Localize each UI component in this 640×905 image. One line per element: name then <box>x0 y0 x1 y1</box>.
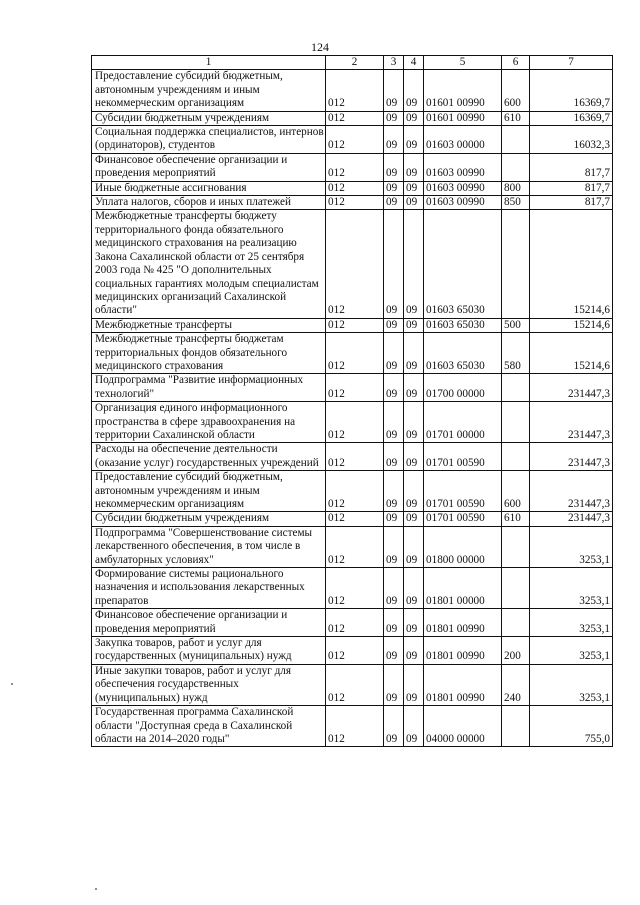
row-name-cell: Межбюджетные трансферты бюджету территориального фонда обязательного медицинского страхования на реализацию Закона Сахалинской области от 25 сентября 2003 года № 425 "О дополнительных социальных гарантиях молодым специалистам медицинских организаций Сахалинской области" <box>92 210 326 318</box>
expense-type-cell <box>502 402 530 443</box>
admin-code-cell: 012 <box>326 402 384 443</box>
section-cell: 09 <box>384 70 404 111</box>
section-cell: 09 <box>384 318 404 332</box>
target-article-cell: 01603 00000 <box>424 126 502 154</box>
amount-cell: 817,7 <box>530 196 613 210</box>
target-article-cell: 01701 00590 <box>424 443 502 471</box>
section-cell: 09 <box>384 706 404 747</box>
expense-type-cell: 850 <box>502 196 530 210</box>
scan-speck <box>95 888 97 890</box>
table-row <box>92 402 613 443</box>
target-article-cell: 01603 65030 <box>424 210 502 318</box>
expense-type-cell: 240 <box>502 664 530 705</box>
amount-cell: 231447,3 <box>530 402 613 443</box>
table-row <box>92 526 613 567</box>
subsection-cell: 09 <box>404 374 424 402</box>
section-cell: 09 <box>384 664 404 705</box>
subsection-cell: 09 <box>404 126 424 154</box>
amount-cell: 231447,3 <box>530 512 613 526</box>
subsection-cell: 09 <box>404 111 424 125</box>
expense-type-cell: 800 <box>502 181 530 195</box>
column-header: 4 <box>404 56 424 70</box>
row-name-cell: Подпрограмма "Совершенствование системы лекарственного обеспечения, в том числе в амбулаторных условиях" <box>92 526 326 567</box>
row-name-cell: Предоставление субсидий бюджетным, автономным учреждениям и иным некоммерческим организациям <box>92 70 326 111</box>
subsection-cell: 09 <box>404 196 424 210</box>
table-row <box>92 210 613 318</box>
target-article-cell: 01801 00990 <box>424 637 502 665</box>
amount-cell: 3253,1 <box>530 568 613 609</box>
row-name-cell: Организация единого информационного пространства в сфере здравоохранения на территории Сахалинской области <box>92 402 326 443</box>
table-header-row <box>92 56 613 70</box>
row-name-cell: Подпрограмма "Развитие информационных технологий" <box>92 374 326 402</box>
amount-cell: 817,7 <box>530 153 613 181</box>
expense-type-cell: 600 <box>502 471 530 512</box>
admin-code-cell: 012 <box>326 609 384 637</box>
row-name-cell: Финансовое обеспечение организации и проведения мероприятий <box>92 609 326 637</box>
section-cell: 09 <box>384 210 404 318</box>
subsection-cell: 09 <box>404 70 424 111</box>
admin-code-cell: 012 <box>326 153 384 181</box>
target-article-cell: 01701 00590 <box>424 512 502 526</box>
row-name-cell: Социальная поддержка специалистов, интернов (ординаторов), студентов <box>92 126 326 154</box>
table-row <box>92 443 613 471</box>
row-name-cell: Иные бюджетные ассигнования <box>92 181 326 195</box>
admin-code-cell: 012 <box>326 443 384 471</box>
column-header: 3 <box>384 56 404 70</box>
table-row <box>92 609 613 637</box>
table-row <box>92 471 613 512</box>
subsection-cell: 09 <box>404 333 424 374</box>
column-header: 2 <box>326 56 384 70</box>
section-cell: 09 <box>384 568 404 609</box>
target-article-cell: 01701 00000 <box>424 402 502 443</box>
amount-cell: 231447,3 <box>530 374 613 402</box>
amount-cell: 15214,6 <box>530 333 613 374</box>
admin-code-cell: 012 <box>326 111 384 125</box>
target-article-cell: 01701 00590 <box>424 471 502 512</box>
section-cell: 09 <box>384 333 404 374</box>
row-name-cell: Иные закупки товаров, работ и услуг для обеспечения государственных (муниципальных) нужд <box>92 664 326 705</box>
row-name-cell: Субсидии бюджетным учреждениям <box>92 512 326 526</box>
section-cell: 09 <box>384 512 404 526</box>
table-row <box>92 374 613 402</box>
row-name-cell: Предоставление субсидий бюджетным, автономным учреждениям и иным некоммерческим организациям <box>92 471 326 512</box>
column-header: 6 <box>502 56 530 70</box>
section-cell: 09 <box>384 402 404 443</box>
amount-cell: 15214,6 <box>530 210 613 318</box>
section-cell: 09 <box>384 153 404 181</box>
subsection-cell: 09 <box>404 153 424 181</box>
section-cell: 09 <box>384 126 404 154</box>
target-article-cell: 01603 00990 <box>424 196 502 210</box>
row-name-cell: Субсидии бюджетным учреждениям <box>92 111 326 125</box>
admin-code-cell: 012 <box>326 374 384 402</box>
table-row <box>92 568 613 609</box>
subsection-cell: 09 <box>404 181 424 195</box>
expense-type-cell <box>502 153 530 181</box>
section-cell: 09 <box>384 637 404 665</box>
target-article-cell: 01801 00990 <box>424 609 502 637</box>
row-name-cell: Финансовое обеспечение организации и проведения мероприятий <box>92 153 326 181</box>
admin-code-cell: 012 <box>326 637 384 665</box>
target-article-cell: 01800 00000 <box>424 526 502 567</box>
admin-code-cell: 012 <box>326 526 384 567</box>
admin-code-cell: 012 <box>326 512 384 526</box>
table-row <box>92 318 613 332</box>
subsection-cell: 09 <box>404 526 424 567</box>
table-row <box>92 181 613 195</box>
subsection-cell: 09 <box>404 443 424 471</box>
section-cell: 09 <box>384 196 404 210</box>
row-name-cell: Уплата налогов, сборов и иных платежей <box>92 196 326 210</box>
target-article-cell: 01603 00990 <box>424 153 502 181</box>
subsection-cell: 09 <box>404 512 424 526</box>
admin-code-cell: 012 <box>326 706 384 747</box>
page-number: 124 <box>311 40 329 54</box>
expense-type-cell: 610 <box>502 111 530 125</box>
amount-cell: 16369,7 <box>530 111 613 125</box>
row-name-cell: Расходы на обеспечение деятельности (оказание услуг) государственных учреждений <box>92 443 326 471</box>
table-row <box>92 637 613 665</box>
admin-code-cell: 012 <box>326 126 384 154</box>
section-cell: 09 <box>384 374 404 402</box>
target-article-cell: 01601 00990 <box>424 70 502 111</box>
table-row <box>92 70 613 111</box>
expense-type-cell <box>502 374 530 402</box>
expense-type-cell <box>502 568 530 609</box>
expense-type-cell <box>502 210 530 318</box>
subsection-cell: 09 <box>404 637 424 665</box>
expense-type-cell <box>502 443 530 471</box>
admin-code-cell: 012 <box>326 196 384 210</box>
amount-cell: 15214,6 <box>530 318 613 332</box>
section-cell: 09 <box>384 443 404 471</box>
amount-cell: 3253,1 <box>530 664 613 705</box>
admin-code-cell: 012 <box>326 318 384 332</box>
target-article-cell: 01603 65030 <box>424 333 502 374</box>
table-row <box>92 153 613 181</box>
table-row <box>92 196 613 210</box>
target-article-cell: 01603 65030 <box>424 318 502 332</box>
admin-code-cell: 012 <box>326 664 384 705</box>
expense-type-cell: 600 <box>502 70 530 111</box>
table-row <box>92 333 613 374</box>
section-cell: 09 <box>384 111 404 125</box>
row-name-cell: Государственная программа Сахалинской области "Доступная среда в Сахалинской области на 2014–2020 годы" <box>92 706 326 747</box>
table-row <box>92 512 613 526</box>
subsection-cell: 09 <box>404 609 424 637</box>
expense-type-cell <box>502 706 530 747</box>
amount-cell: 16032,3 <box>530 126 613 154</box>
subsection-cell: 09 <box>404 318 424 332</box>
expense-type-cell: 200 <box>502 637 530 665</box>
expense-type-cell <box>502 609 530 637</box>
section-cell: 09 <box>384 181 404 195</box>
target-article-cell: 01801 00000 <box>424 568 502 609</box>
amount-cell: 3253,1 <box>530 609 613 637</box>
admin-code-cell: 012 <box>326 471 384 512</box>
section-cell: 09 <box>384 526 404 567</box>
admin-code-cell: 012 <box>326 568 384 609</box>
section-cell: 09 <box>384 471 404 512</box>
subsection-cell: 09 <box>404 568 424 609</box>
scan-speck <box>11 683 13 685</box>
subsection-cell: 09 <box>404 471 424 512</box>
column-header: 5 <box>424 56 502 70</box>
amount-cell: 3253,1 <box>530 637 613 665</box>
table-row <box>92 126 613 154</box>
column-header: 1 <box>92 56 326 70</box>
table-row <box>92 111 613 125</box>
target-article-cell: 01801 00990 <box>424 664 502 705</box>
admin-code-cell: 012 <box>326 333 384 374</box>
amount-cell: 16369,7 <box>530 70 613 111</box>
target-article-cell: 01700 00000 <box>424 374 502 402</box>
admin-code-cell: 012 <box>326 181 384 195</box>
subsection-cell: 09 <box>404 210 424 318</box>
amount-cell: 3253,1 <box>530 526 613 567</box>
row-name-cell: Формирование системы рационального назначения и использования лекарственных препаратов <box>92 568 326 609</box>
table-body <box>92 56 613 747</box>
amount-cell: 231447,3 <box>530 443 613 471</box>
admin-code-cell: 012 <box>326 70 384 111</box>
subsection-cell: 09 <box>404 664 424 705</box>
expense-type-cell <box>502 126 530 154</box>
row-name-cell: Межбюджетные трансферты <box>92 318 326 332</box>
target-article-cell: 01601 00990 <box>424 111 502 125</box>
subsection-cell: 09 <box>404 402 424 443</box>
row-name-cell: Межбюджетные трансферты бюджетам территориальных фондов обязательного медицинского страхования <box>92 333 326 374</box>
target-article-cell: 01603 00990 <box>424 181 502 195</box>
subsection-cell: 09 <box>404 706 424 747</box>
budget-table <box>91 55 613 747</box>
expense-type-cell: 610 <box>502 512 530 526</box>
expense-type-cell: 500 <box>502 318 530 332</box>
column-header: 7 <box>530 56 613 70</box>
table-row <box>92 664 613 705</box>
amount-cell: 231447,3 <box>530 471 613 512</box>
target-article-cell: 04000 00000 <box>424 706 502 747</box>
row-name-cell: Закупка товаров, работ и услуг для государственных (муниципальных) нужд <box>92 637 326 665</box>
section-cell: 09 <box>384 609 404 637</box>
admin-code-cell: 012 <box>326 210 384 318</box>
amount-cell: 755,0 <box>530 706 613 747</box>
expense-type-cell: 580 <box>502 333 530 374</box>
table-row <box>92 706 613 747</box>
amount-cell: 817,7 <box>530 181 613 195</box>
expense-type-cell <box>502 526 530 567</box>
